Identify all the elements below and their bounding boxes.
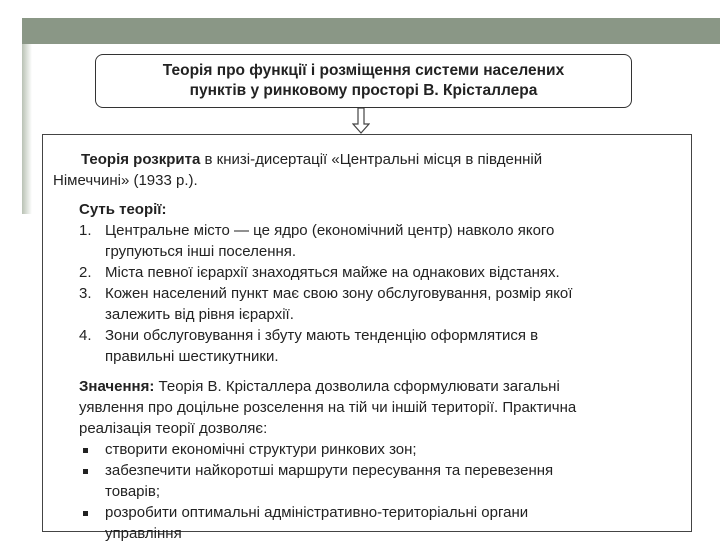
intro-text-2: Німеччині» (1933 р.).	[53, 172, 198, 189]
item-line-1: Зони обслуговування і збуту мають тенденцію оформлятися в	[105, 327, 539, 344]
list-item	[53, 262, 671, 283]
significance-line-1: Теорія В. Крісталлера дозволила сформулювати загальні	[154, 378, 560, 395]
title-line-2: пунктів у ринковому просторі В. Крісталлера	[189, 82, 538, 99]
bullet-line-1: забезпечити найкоротші маршрути пересування та перевезення	[105, 462, 554, 479]
item-line-1: Центральне місто — це ядро (економічний центр) навколо якого	[105, 222, 555, 239]
significance-line-3: реалізація теорії дозволяє:	[79, 420, 268, 437]
down-arrow-icon	[352, 108, 370, 134]
title-box	[95, 54, 632, 108]
intro-bold: Теорія розкрита	[81, 151, 201, 168]
bullet-item	[53, 439, 671, 460]
list-item	[53, 283, 671, 325]
significance-line-2: уявлення про доцільне розселення на тій чи іншій території. Практична	[79, 399, 577, 416]
item-line-1: Кожен населений пункт має свою зону обслуговування, розмір якої	[105, 285, 573, 302]
item-line-2: правильні шестикутники.	[105, 348, 279, 365]
bullet-item	[53, 460, 671, 502]
list-item	[53, 325, 671, 367]
bullet-square-icon	[83, 511, 88, 516]
essence-list	[53, 220, 671, 367]
significance-paragraph	[79, 376, 671, 439]
item-number: 2.	[79, 264, 92, 281]
item-line-2: залежить від рівня ієрархії.	[105, 306, 294, 323]
item-line-1: Міста певної ієрархії знаходяться майже на однакових відстанях.	[105, 264, 560, 281]
bullet-line-1: розробити оптимальні адміністративно-територіальні органи	[105, 504, 529, 521]
bullet-item	[53, 502, 671, 544]
bullet-line-2: управління	[105, 525, 182, 542]
item-number: 3.	[79, 285, 92, 302]
intro-paragraph	[53, 149, 671, 191]
list-item	[53, 220, 671, 262]
title-line-1: Теорія про функції і розміщення системи населених	[162, 62, 565, 79]
essence-heading: Суть теорії:	[79, 201, 167, 218]
significance-bullets	[53, 439, 671, 544]
item-line-2: групуються інші поселення.	[105, 243, 297, 260]
bullet-square-icon	[83, 469, 88, 474]
intro-text-1: в книзі-дисертації «Центральні місця в південній	[200, 151, 543, 168]
header-bar	[22, 18, 720, 44]
bullet-square-icon	[83, 448, 88, 453]
bullet-line-2: товарів;	[105, 483, 160, 500]
significance-heading: Значення:	[79, 378, 155, 395]
content-box	[42, 134, 692, 542]
item-number: 1.	[79, 222, 92, 239]
item-number: 4.	[79, 327, 92, 344]
bullet-line-1: створити економічні структури ринкових зон;	[105, 441, 417, 458]
